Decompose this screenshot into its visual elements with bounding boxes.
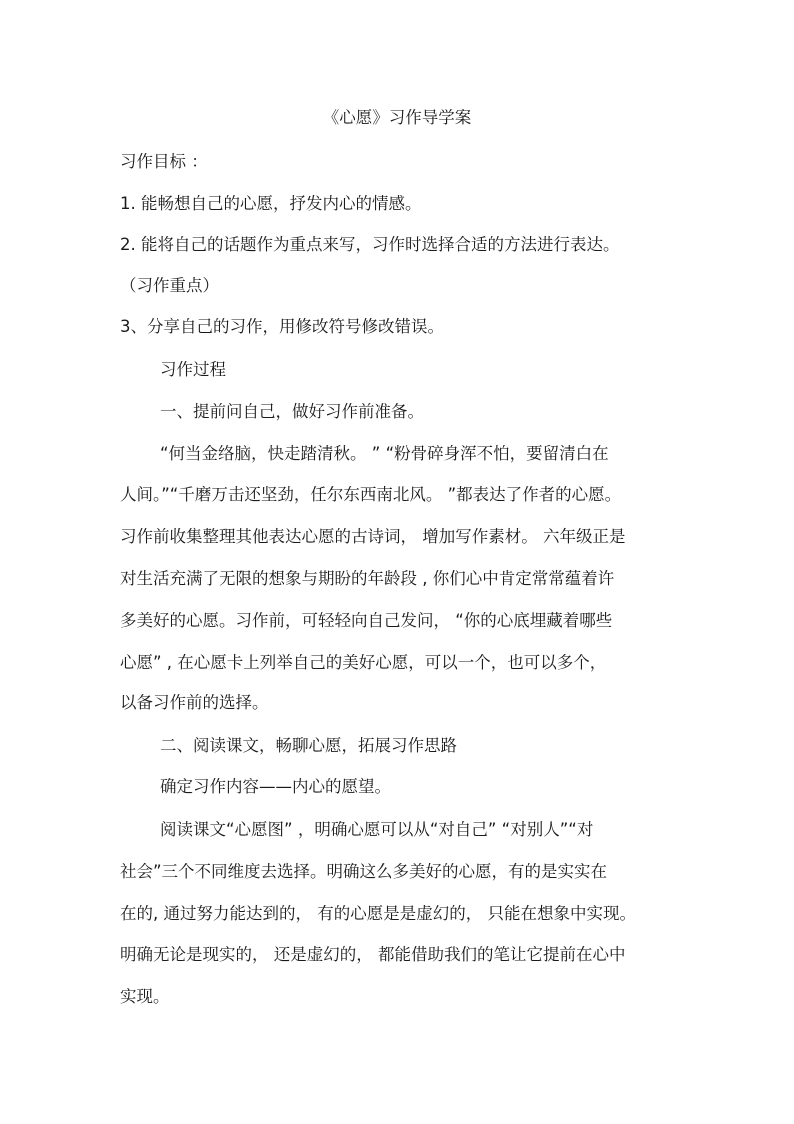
paragraph-line: 心愿” , 在心愿卡上列举自己的美好心愿，可以一个，也可以多个，	[120, 653, 607, 672]
paragraph-line: 阅读课文“心愿图” ，明确心愿可以从“对自己” “对别人”“对	[160, 820, 594, 839]
document-title: 《心愿》习作导学案	[322, 108, 472, 127]
section-heading-process: 习作过程	[160, 360, 226, 379]
paragraph-line: 以备习作前的选择。	[120, 693, 269, 712]
step-heading-2: 二、阅读课文，畅聊心愿，拓展习作思路	[160, 736, 457, 755]
step-heading-1: 一、提前问自己，做好习作前准备。	[160, 402, 424, 421]
goal-item-3: 3、分享自己的习作，用修改符号修改错误。	[120, 317, 444, 336]
paragraph-line: 明确无论是现实的， 还是虚幻的， 都能借助我们的笔让它提前在心中	[120, 945, 626, 964]
goal-item-1: 1. 能畅想自己的心愿，抒发内心的情感。	[120, 194, 422, 213]
goal-item-2: 2. 能将自己的话题作为重点来写，习作时选择合适的方法进行表达。	[120, 235, 620, 254]
paragraph-line: 对生活充满了无限的想象与期盼的年龄段 , 你们心中肯定常常蕴着许	[120, 569, 615, 588]
paragraph-line: 确定习作内容——内心的愿望。	[160, 777, 391, 796]
paragraph-line: “何当金络脑，快走踏清秋。 ” “粉骨碎身浑不怕，要留清白在	[160, 444, 609, 463]
paragraph-line: 实现。	[120, 987, 170, 1006]
paragraph-line: 多美好的心愿。习作前，可轻轻向自己发问， “你的心底埋藏着哪些	[120, 611, 613, 630]
paragraph-line: 在的, 通过努力能达到的， 有的心愿是是虚幻的， 只能在想象中实现。	[120, 904, 636, 923]
goal-item-2-note: （习作重点）	[120, 276, 219, 295]
paragraph-line: 人间。”“千磨万击还坚劲，任尔东西南北风。 ”都表达了作者的心愿。	[120, 485, 622, 504]
paragraph-line: 社会”三个不同维度去选择。明确这么多美好的心愿，有的是实实在	[120, 862, 608, 881]
paragraph-line: 习作前收集整理其他表达心愿的古诗词， 增加写作素材。 六年级正是	[120, 527, 626, 546]
section-heading-goals: 习作目标 ：	[120, 152, 208, 171]
